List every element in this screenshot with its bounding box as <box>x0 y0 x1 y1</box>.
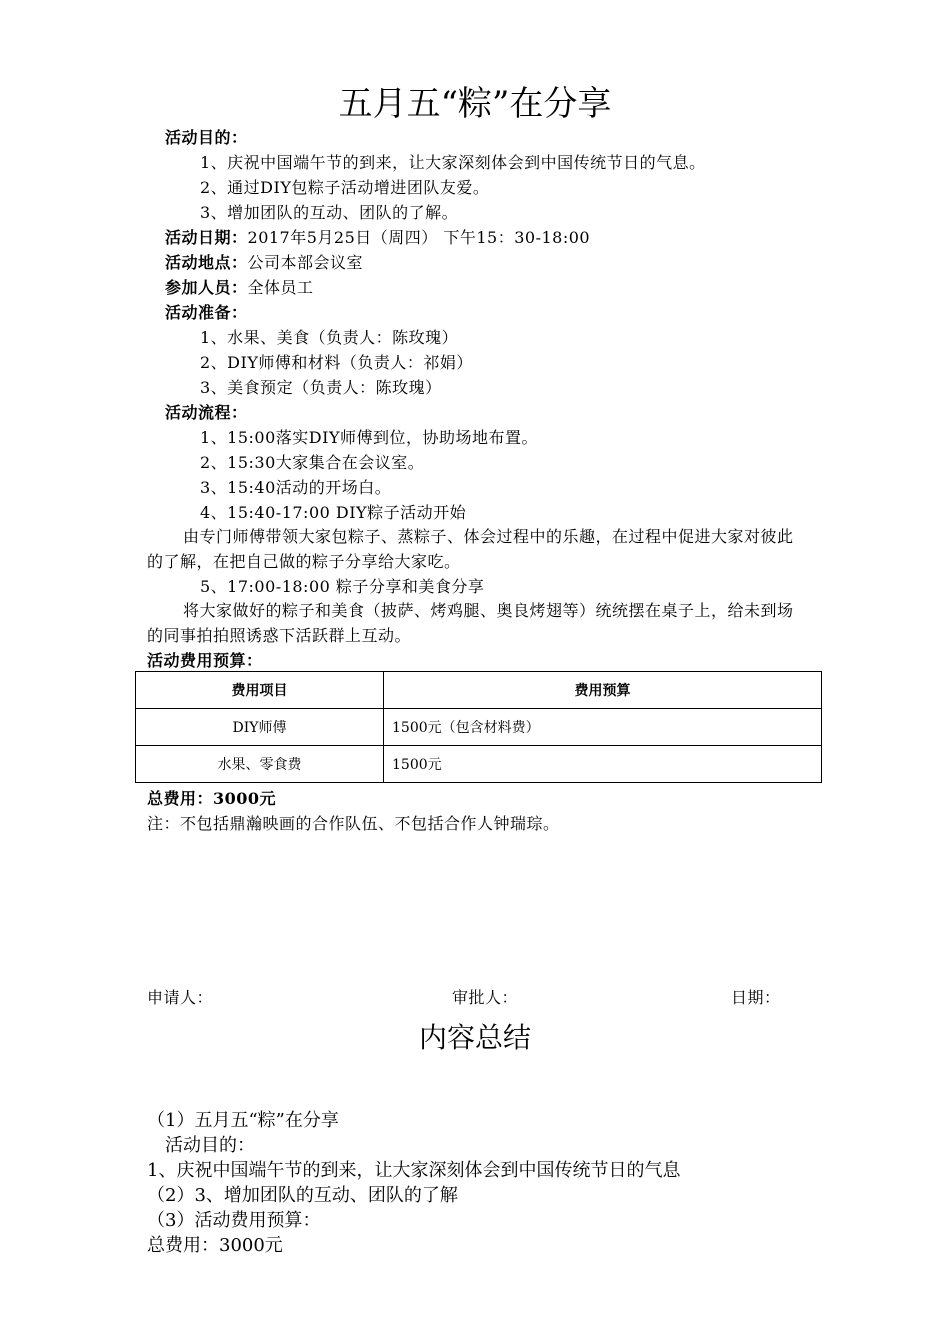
process-item: 1、15:00落实DIY师傅到位，协助场地布置。 <box>200 428 539 447</box>
summary-line: （2）3、增加团队的互动、团队的了解 <box>147 1185 458 1206</box>
table-header: 费用预算 <box>384 672 822 709</box>
purpose-item: 2、通过DIY包粽子活动增进团队友爱。 <box>200 178 490 197</box>
purpose-item: 1、庆祝中国端午节的到来，让大家深刻体会到中国传统节日的气息。 <box>200 153 706 172</box>
participants-label: 参加人员： <box>165 278 248 297</box>
note: 注：不包括鼎瀚映画的合作队伍、不包括合作人钟瑞琮。 <box>147 814 560 833</box>
budget-table <box>135 671 822 783</box>
total-cost: 总费用：3000元 <box>147 789 277 808</box>
table-header: 费用项目 <box>136 672 384 709</box>
purpose-label: 活动目的： <box>165 128 248 147</box>
summary-line: （3）活动费用预算： <box>147 1210 321 1231</box>
applicant-label: 申请人： <box>147 988 214 1007</box>
summary-line: 活动目的： <box>165 1135 255 1156</box>
table-row <box>136 746 822 783</box>
summary-line: （1）五月五“粽”在分享 <box>147 1110 339 1131</box>
budget-label: 活动费用预算： <box>147 651 263 670</box>
process-paragraph: 由专门师傅带领大家包粽子、蒸粽子、体会过程中的乐趣，在过程中促进大家对彼此的了解，在把自己做的粽子分享给大家吃。 <box>147 527 794 571</box>
date-row <box>165 228 590 248</box>
preparation-item: 3、美食预定（负责人：陈玫瑰） <box>200 378 442 397</box>
purpose-item: 3、增加团队的互动、团队的了解。 <box>200 203 459 222</box>
location-value: 公司本部会议室 <box>247 253 364 272</box>
process-item: 3、15:40活动的开场白。 <box>200 478 392 497</box>
process-paragraph: 将大家做好的粽子和美食（披萨、烤鸡腿、奥良烤翅等）统统摆在桌子上，给未到场的同事拍拍照诱惑下活跃群上互动。 <box>147 601 794 645</box>
approver-label: 审批人： <box>452 988 519 1007</box>
participants-value: 全体员工 <box>247 278 314 297</box>
location-row <box>165 253 363 273</box>
preparation-item: 1、水果、美食（负责人：陈玫瑰） <box>200 328 459 347</box>
table-row <box>136 709 822 746</box>
document-title: 五月五“粽”在分享 <box>338 84 612 124</box>
table-header-row <box>136 672 822 709</box>
table-cell: DIY师傅 <box>136 709 384 746</box>
process-item: 5、17:00-18:00 粽子分享和美食分享 <box>200 577 485 596</box>
participants-row <box>165 278 314 298</box>
summary-line: 总费用：3000元 <box>147 1235 283 1256</box>
location-label: 活动地点： <box>165 253 248 272</box>
date-label: 活动日期： <box>165 228 248 247</box>
summary-title: 内容总结 <box>418 1021 531 1054</box>
process-item: 4、15:40-17:00 DIY粽子活动开始 <box>200 503 467 522</box>
date-value: 2017年5月25日（周四） 下午15：30-18:00 <box>247 228 591 247</box>
table-cell: 1500元 <box>384 746 822 783</box>
summary-line: 1、庆祝中国端午节的到来，让大家深刻体会到中国传统节日的气息 <box>147 1160 681 1181</box>
table-cell: 1500元（包含材料费） <box>384 709 822 746</box>
preparation-label: 活动准备： <box>165 303 248 322</box>
process-item: 2、15:30大家集合在会议室。 <box>200 453 425 472</box>
table-cell: 水果、零食费 <box>136 746 384 783</box>
date-sign-label: 日期： <box>731 988 781 1007</box>
preparation-item: 2、DIY师傅和材料（负责人：祁娟） <box>200 353 473 372</box>
process-label: 活动流程： <box>165 403 248 422</box>
